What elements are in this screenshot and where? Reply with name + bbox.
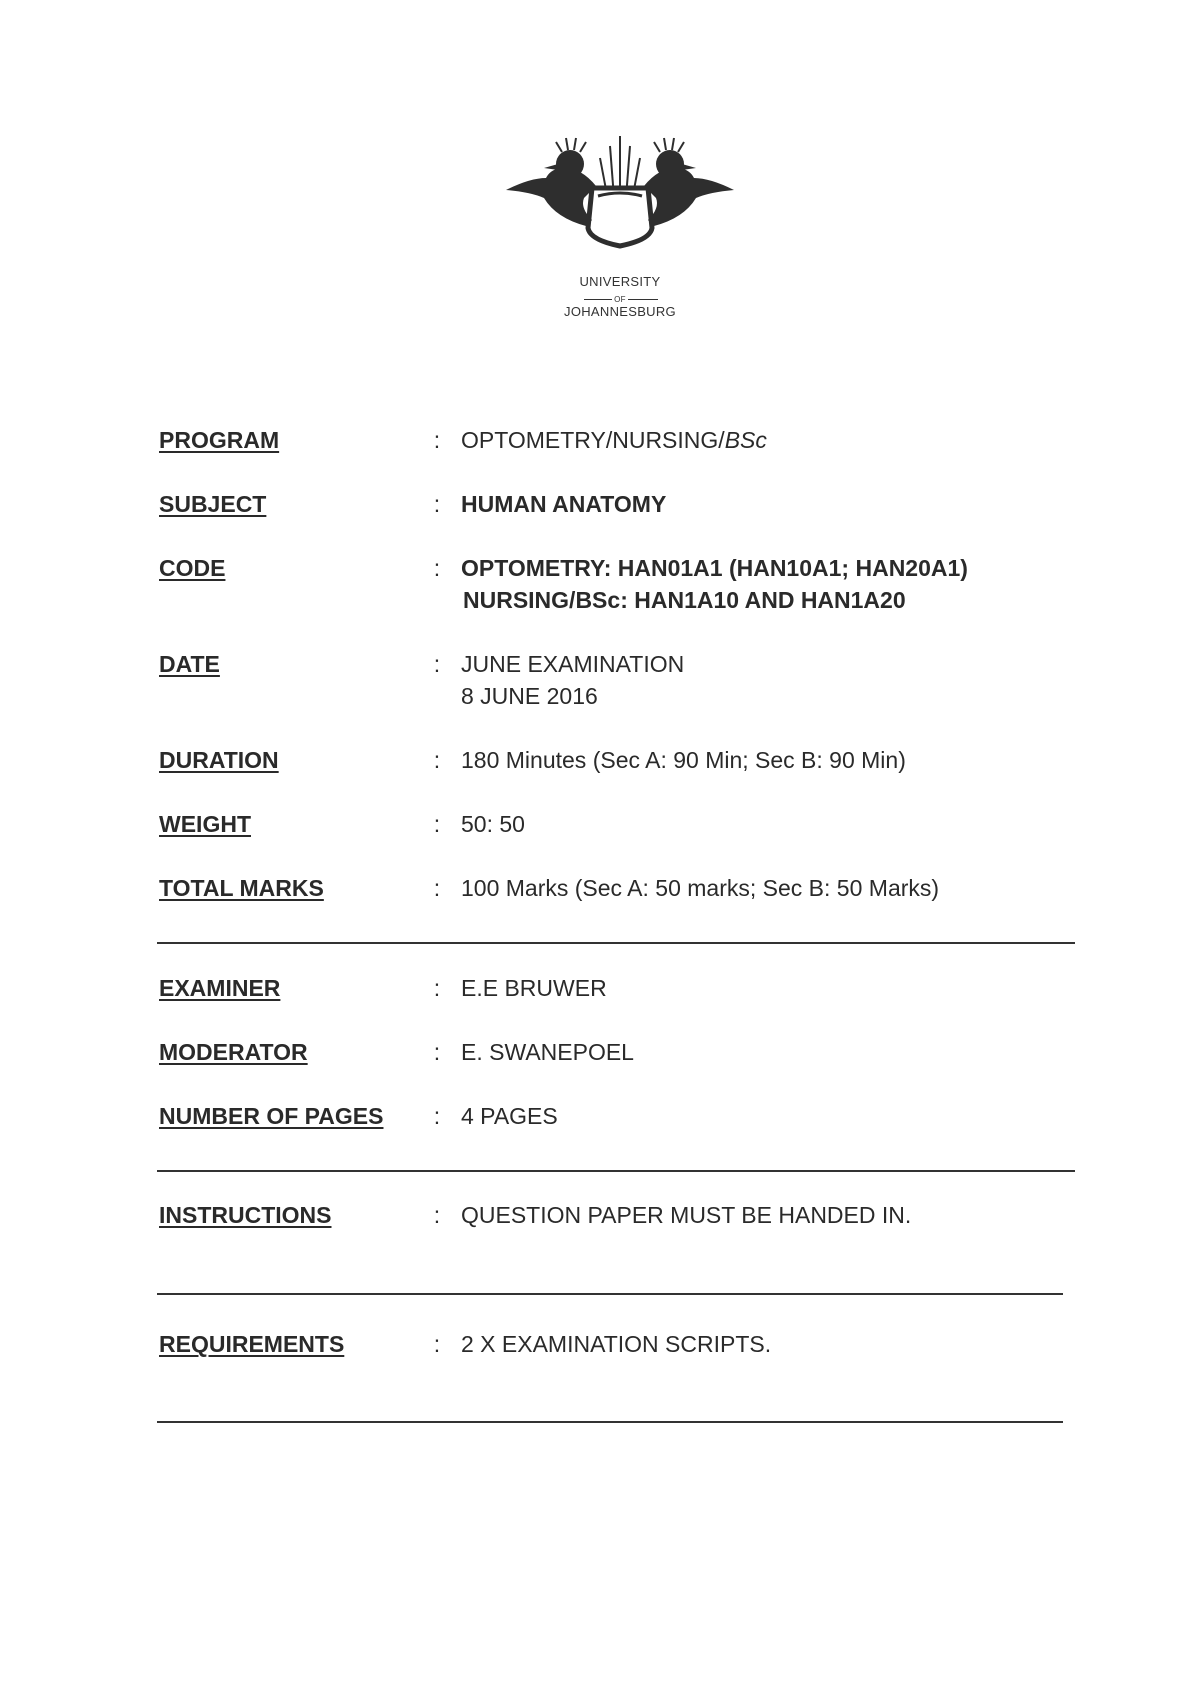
date-value-line2: 8 JUNE 2016 <box>461 683 598 709</box>
separator: : <box>433 491 441 517</box>
date-label: DATE <box>159 651 220 677</box>
logo-text-university: UNIVERSITY <box>579 274 661 289</box>
separator: : <box>433 427 441 453</box>
separator: : <box>433 1103 441 1129</box>
logo-text-johannesburg: JOHANNESBURG <box>564 304 676 319</box>
university-logo <box>500 128 740 328</box>
subject-label: SUBJECT <box>159 491 267 517</box>
total-marks-label: TOTAL MARKS <box>159 875 324 901</box>
weight-value: 50: 50 <box>461 811 525 837</box>
separator: : <box>433 747 441 773</box>
code-value-line1: OPTOMETRY: HAN01A1 (HAN10A1; HAN20A1) <box>461 555 968 581</box>
duration-value: 180 Minutes (Sec A: 90 Min; Sec B: 90 Min) <box>461 747 906 773</box>
code-value-line2: NURSING/BSc: HAN1A10 AND HAN1A20 <box>463 587 906 613</box>
requirements-value: 2 X EXAMINATION SCRIPTS. <box>461 1331 772 1357</box>
moderator-value: E. SWANEPOEL <box>461 1039 634 1065</box>
subject-value: HUMAN ANATOMY <box>461 491 667 517</box>
code-label: CODE <box>159 555 226 581</box>
program-value <box>461 424 767 456</box>
separator: : <box>433 1202 441 1228</box>
weight-label: WEIGHT <box>159 811 251 837</box>
date-value-line1: JUNE EXAMINATION <box>461 651 685 677</box>
program-label: PROGRAM <box>159 427 280 453</box>
program-value-italic: BSc <box>724 427 767 453</box>
logo-text-of: OF <box>614 295 626 304</box>
total-marks-value: 100 Marks (Sec A: 50 marks; Sec B: 50 Marks) <box>461 875 940 901</box>
separator: : <box>433 1331 441 1357</box>
program-value-main: OPTOMETRY/NURSING/ <box>461 427 725 453</box>
number-of-pages-label: NUMBER OF PAGES <box>159 1103 384 1129</box>
logo-rule-right <box>628 299 658 300</box>
requirements-label: REQUIREMENTS <box>159 1331 345 1357</box>
examiner-label: EXAMINER <box>159 975 281 1001</box>
instructions-label: INSTRUCTIONS <box>159 1202 332 1228</box>
separator: : <box>433 975 441 1001</box>
divider <box>157 1170 1075 1172</box>
number-of-pages-value: 4 PAGES <box>461 1103 558 1129</box>
separator: : <box>433 875 441 901</box>
crest-icon <box>500 128 740 268</box>
separator: : <box>433 651 441 677</box>
duration-label: DURATION <box>159 747 279 773</box>
separator: : <box>433 811 441 837</box>
divider <box>157 942 1075 944</box>
divider <box>157 1421 1063 1423</box>
divider <box>157 1293 1063 1295</box>
instructions-value: QUESTION PAPER MUST BE HANDED IN. <box>461 1202 912 1228</box>
moderator-label: MODERATOR <box>159 1039 308 1065</box>
separator: : <box>433 1039 441 1065</box>
examiner-value: E.E BRUWER <box>461 975 607 1001</box>
separator: : <box>433 555 441 581</box>
